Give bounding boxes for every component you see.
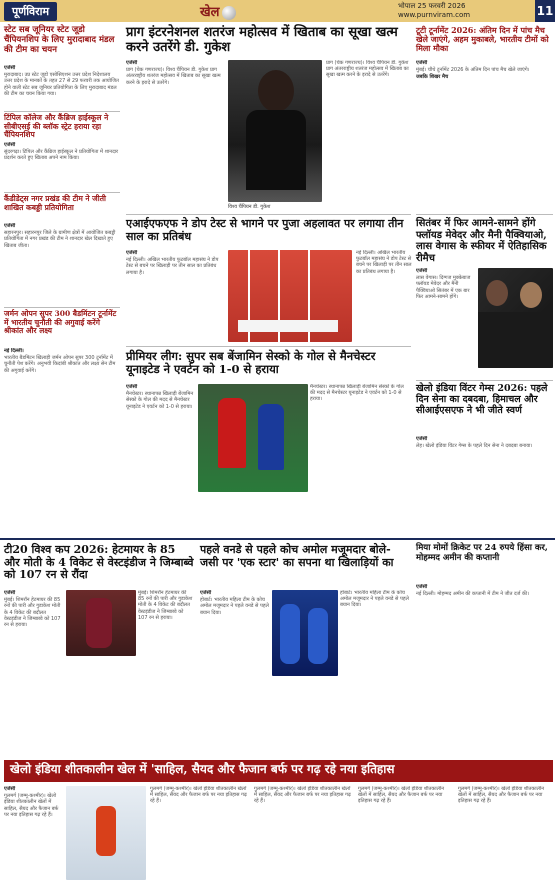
a5-text-cont: प्राग (चेक गणराज्य)। विश्व चैंपियन डी. गुकेश प्राग अंतरराष्ट्रीय शतरंज महोत्सव में खिताब का सूखा खत्म करने के इरादे से उतरेंगे।	[326, 60, 409, 79]
page-number: 11	[535, 0, 555, 22]
a14-title: खेलो इंडिया शीतकालीन खेल में 'साहिल, सैयद और फैजान बर्फ पर गढ़ रहे नया इतिहास	[10, 762, 395, 776]
a3-body	[4, 223, 120, 305]
a8-title: सितंबर में फिर आमने-सामने होंगे फ्लॉयड मेवेदर और मैनी पैक्वियाओ, लास वेगास के स्फीयर में ऐतिहासिक रीमैच	[416, 218, 547, 264]
page-header	[0, 0, 555, 22]
a9-body-cont	[310, 384, 410, 534]
skier-shape	[96, 806, 116, 856]
a5-title: प्राग इंटरनेशनल शतरंज महोत्सव में खिताब का सूखा खत्म करने उतरेंगे डी. गुकेश	[126, 25, 398, 55]
a6-title: एआईएफएफ ने डोप टेस्ट से भागने पर पुजा अहलावत पर लगाया तीन साल का प्रतिबंध	[126, 217, 404, 243]
football-photo	[198, 384, 308, 492]
a8-byline: एजेंसी	[416, 268, 428, 274]
a13-body	[416, 584, 553, 758]
player-shape	[280, 604, 300, 664]
a14-body	[4, 786, 64, 880]
divider	[4, 192, 120, 193]
suit-shape	[478, 312, 553, 368]
a10-byline: एजेंसी	[416, 436, 428, 442]
a14-text-3: गुलमर्ग (जम्मू-कश्मीर)। खेलो इंडिया शीतकालीन खेलों में साहिल, सैयद और फैजान बर्फ पर नया इतिहास गढ़ रहे हैं।	[254, 786, 351, 805]
a7-byline: एजेंसी	[416, 60, 428, 66]
a5-body-cont	[326, 60, 412, 210]
divider	[4, 111, 120, 112]
a11-body-cont	[138, 590, 194, 758]
a11-text-cont: मुंबई। शिमरॉन हेटमायर की 85 रनों की पारी और गुडाकेश मोती के 4 विकेट की बदौलत वेस्टइंडीज ने जिम्बाब्वे को 107 रन से हराया।	[138, 590, 193, 621]
body-shape	[246, 110, 306, 190]
divider	[126, 214, 411, 215]
face-shape	[520, 282, 542, 308]
cricket-photo	[66, 590, 136, 656]
a10-text: लेह। खेलो इंडिया विंटर गेम्स के पहले दिन सेना ने दबदबा बनाया।	[416, 443, 533, 450]
a14-text: गुलमर्ग (जम्मू-कश्मीर)। खेलो इंडिया शीतकालीन खेलों में साहिल, सैयद और फैजान बर्फ पर नया इतिहास गढ़ रहे हैं।	[4, 793, 59, 818]
a7-subhead: जबकि शिखर मैच	[416, 74, 449, 81]
player-blue	[258, 404, 284, 470]
lane-numbers	[238, 320, 338, 332]
a14-text-2: गुलमर्ग (जम्मू-कश्मीर)। खेलो इंडिया शीतकालीन खेलों में साहिल, सैयद और फैजान बर्फ पर नया इतिहास गढ़ रहे हैं।	[150, 786, 247, 805]
divider	[416, 214, 553, 215]
divider	[4, 307, 120, 308]
a2-title: टिंपिल कॉलेज और कैंब्रिज हाईस्कूल ने सीबीएसई की ब्लॉक स्ट्रेट हराया रहा चैंपियनशिप	[4, 113, 109, 140]
player-shape	[86, 598, 112, 648]
face-shape	[486, 280, 508, 306]
logo-text: खेल	[200, 5, 220, 20]
a7-text: मुंबई। चौथे टूर्नामेंट 2026 के अंतिम दिन पांच मैच खेले जाएंगे।	[416, 67, 530, 74]
a13-text: नई दिल्ली। मोहम्मद अमीन की कप्तानी में टीम ने जीत दर्ज की।	[416, 591, 530, 598]
player-shape	[308, 608, 328, 664]
a6-text-cont: नई दिल्ली। अखिल भारतीय फुटबॉल महासंघ ने डोप टेस्ट से बचने पर खिलाड़ी पर तीन साल का प्रतिबंध लगाया है।	[356, 250, 412, 275]
a3-byline: एजेंसी	[4, 223, 16, 229]
a10-title: खेलो इंडिया विंटर गेम्स 2026: पहले दिन सेना का दबदबा, हिमाचल और सीआईएसएफ ने भी जीते स्वर्ण	[416, 383, 548, 416]
a13-byline: एजेंसी	[416, 584, 428, 590]
a14-banner	[4, 760, 553, 782]
a4-byline: नई दिल्ली।	[4, 348, 24, 354]
a9-text: मैनचेस्टर। स्थानापन्न खिलाड़ी बेंजामिन सेस्को के गोल की मदद से मैनचेस्टर यूनाइटेड ने एवर्टन को 1-0 से हराया।	[126, 391, 194, 410]
a3-title: कैंडीडेट्स नगर प्रखंड की टीम ने जीती शाखित कबड्डी प्रतियोगिता	[4, 194, 106, 212]
boxers-photo	[478, 268, 553, 368]
a5-byline: एजेंसी	[126, 60, 138, 66]
skier-photo	[66, 786, 146, 880]
a12-text-cont: होबार्ट। भारतीय महिला टीम के कोच अमोल मजूमदार ने पहले वनडे से पहले बयान दिया।	[340, 590, 409, 609]
a14-body-3	[254, 786, 354, 880]
a11-body	[4, 590, 64, 758]
page-logo	[200, 2, 236, 20]
a14-body-4	[358, 786, 454, 880]
a14-body-5	[458, 786, 553, 880]
a2-body	[4, 142, 120, 190]
a4-title: जर्मन ओपन सुपर 300 बैडमिंटन टूर्नामेंट में भारतीय चुनौती की अगुवाई करेंगे श्रीकांत और लक्ष्य	[4, 309, 117, 336]
gukesh-photo	[228, 60, 322, 202]
a2-byline: एजेंसी	[4, 142, 16, 148]
a8-body	[416, 268, 476, 376]
a6-body-cont	[356, 250, 412, 342]
a14-text-4: गुलमर्ग (जम्मू-कश्मीर)। खेलो इंडिया शीतकालीन खेलों में साहिल, सैयद और फैजान बर्फ पर नया इतिहास गढ़ रहे हैं।	[358, 786, 444, 805]
a6-text: नई दिल्ली। अखिल भारतीय फुटबॉल महासंघ ने डोप टेस्ट से बचने पर खिलाड़ी पर तीन साल का प्रतिबंध लगाया है।	[126, 257, 219, 276]
a9-title: प्रीमियर लीग: सुपर सब बेंजामिन सेस्को के गोल से मैनचेस्टर यूनाइटेड ने एवर्टन को 1-0 से हराया	[126, 349, 376, 377]
website-text: www.purnviram.com	[398, 11, 471, 19]
a1-title: स्टेट सब जूनियर स्टेट जूडो चैंपियनशिप के लिए मुरादाबाद मंडल की टीम का चयन	[4, 25, 115, 55]
head-shape	[258, 70, 294, 112]
a4-body	[4, 348, 120, 534]
women-team-photo	[272, 590, 338, 676]
a1-byline: एजेंसी	[4, 65, 16, 71]
a12-text: होबार्ट। भारतीय महिला टीम के कोच अमोल मजूमदार ने पहले वनडे से पहले बयान दिया।	[200, 597, 269, 616]
a13-title: मिया मोमों क्रिकेट पर 24 रुपये हिंसा कर, मोहम्मद अमीन की कप्तानी	[416, 543, 548, 563]
a8-text: लास वेगास। दिग्गज मुक्केबाज फ्लॉयड मेवेदर और मैनी पैक्वियाओ सितंबर में एक बार फिर आमने-सामने होंगे।	[416, 275, 471, 300]
a10-body	[416, 436, 553, 536]
dateline	[398, 2, 470, 20]
a7-body	[416, 60, 553, 210]
a1-body	[4, 65, 120, 109]
a9-body	[126, 384, 196, 534]
a6-byline: एजेंसी	[126, 250, 138, 256]
a7-title: टूटी टूर्नामेंट 2026: अंतिम दिन में पांच मैच खेले जाएंगे, अहम मुकाबले, भारतीय टीमों को मिला मौका	[416, 25, 549, 54]
a3-text: सहारनपुर। सहारनपुर जिले के ग्रामीण क्षेत्रों में आयोजित कबड्डी प्रतियोगिता में नगर प्रखंड की टीम ने शानदार खेल दिखाते हुए खिताब जीता।	[4, 230, 116, 249]
a14-body-2	[150, 786, 250, 880]
a12-body	[200, 590, 270, 758]
a11-byline: एजेंसी	[4, 590, 16, 596]
divider	[0, 538, 555, 540]
a14-text-5: गुलमर्ग (जम्मू-कश्मीर)। खेलो इंडिया शीतकालीन खेलों में साहिल, सैयद और फैजान बर्फ पर नया इतिहास गढ़ रहे हैं।	[458, 786, 544, 805]
a11-text: मुंबई। शिमरॉन हेटमायर की 85 रनों की पारी और गुडाकेश मोती के 4 विकेट की बदौलत वेस्टइंडीज ने जिम्बाब्वे को 107 रन से हराया।	[4, 597, 61, 629]
track-photo	[228, 250, 352, 342]
section-label: पूर्णविराम	[4, 2, 57, 21]
a1-text: मुरादाबाद। उप्र स्टेट जूडो एसोसिएशन उत्तर प्रदेश निदेशालय उत्तर प्रदेश के मानकों के तहत 27 से 29 फरवरी तक आयोजित होने वाली स्टेट सब जूनियर प्रतियोगिता के लिए मुरादाबाद मंडल की टीम का चयन किया गया।	[4, 72, 119, 97]
player-red	[218, 398, 246, 468]
date-text: भोपाल 25 फरवरी 2026	[398, 2, 466, 10]
a11-title: टी20 विश्व कप 2026: हेटमायर के 85 और मोती के 4 विकेट से वेस्टइंडीज ने जिम्बाब्वे को 107 रन से रौंदा	[4, 543, 194, 582]
divider	[126, 346, 411, 347]
a5-body	[126, 60, 226, 210]
a9-text-cont: मैनचेस्टर। स्थानापन्न खिलाड़ी बेंजामिन सेस्को के गोल की मदद से मैनचेस्टर यूनाइटेड ने एवर्टन को 1-0 से हराया।	[310, 384, 404, 403]
a9-byline: एजेंसी	[126, 384, 138, 390]
a14-byline: एजेंसी	[4, 786, 16, 792]
a2-text: सुंदरगढ़ा। टिंपिल और कैंब्रिज हाईस्कूल ने प्रतियोगिता में शानदार प्रदर्शन करते हुए खिताब अपने नाम किया।	[4, 149, 119, 162]
a12-body-cont	[340, 590, 410, 758]
divider	[416, 380, 553, 381]
a12-byline: एजेंसी	[200, 590, 212, 596]
a6-body	[126, 250, 226, 342]
a5-text: प्राग (चेक गणराज्य)। विश्व चैंपियन डी. गुकेश प्राग अंतरराष्ट्रीय शतरंज महोत्सव में खिताब का सूखा खत्म करने के इरादे से उतरेंगे।	[126, 67, 221, 86]
a5-caption: विश्व चैंपियन डी. गुकेश	[228, 204, 271, 210]
ball-icon	[222, 6, 236, 20]
a12-title: पहले वनडे से पहले कोच अमोल मजूमदार बोले- जसी पर 'एक स्टार' का सपना था खिलाड़ियों का	[200, 543, 394, 569]
a4-text: भारतीय बैडमिंटन खिलाड़ी जर्मन ओपन सुपर 300 टूर्नामेंट में चुनौती पेश करेंगे। अनुभवी किदांबी श्रीकांत और लक्ष्य सेन टीम की अगुवाई करेंगे।	[4, 355, 116, 374]
